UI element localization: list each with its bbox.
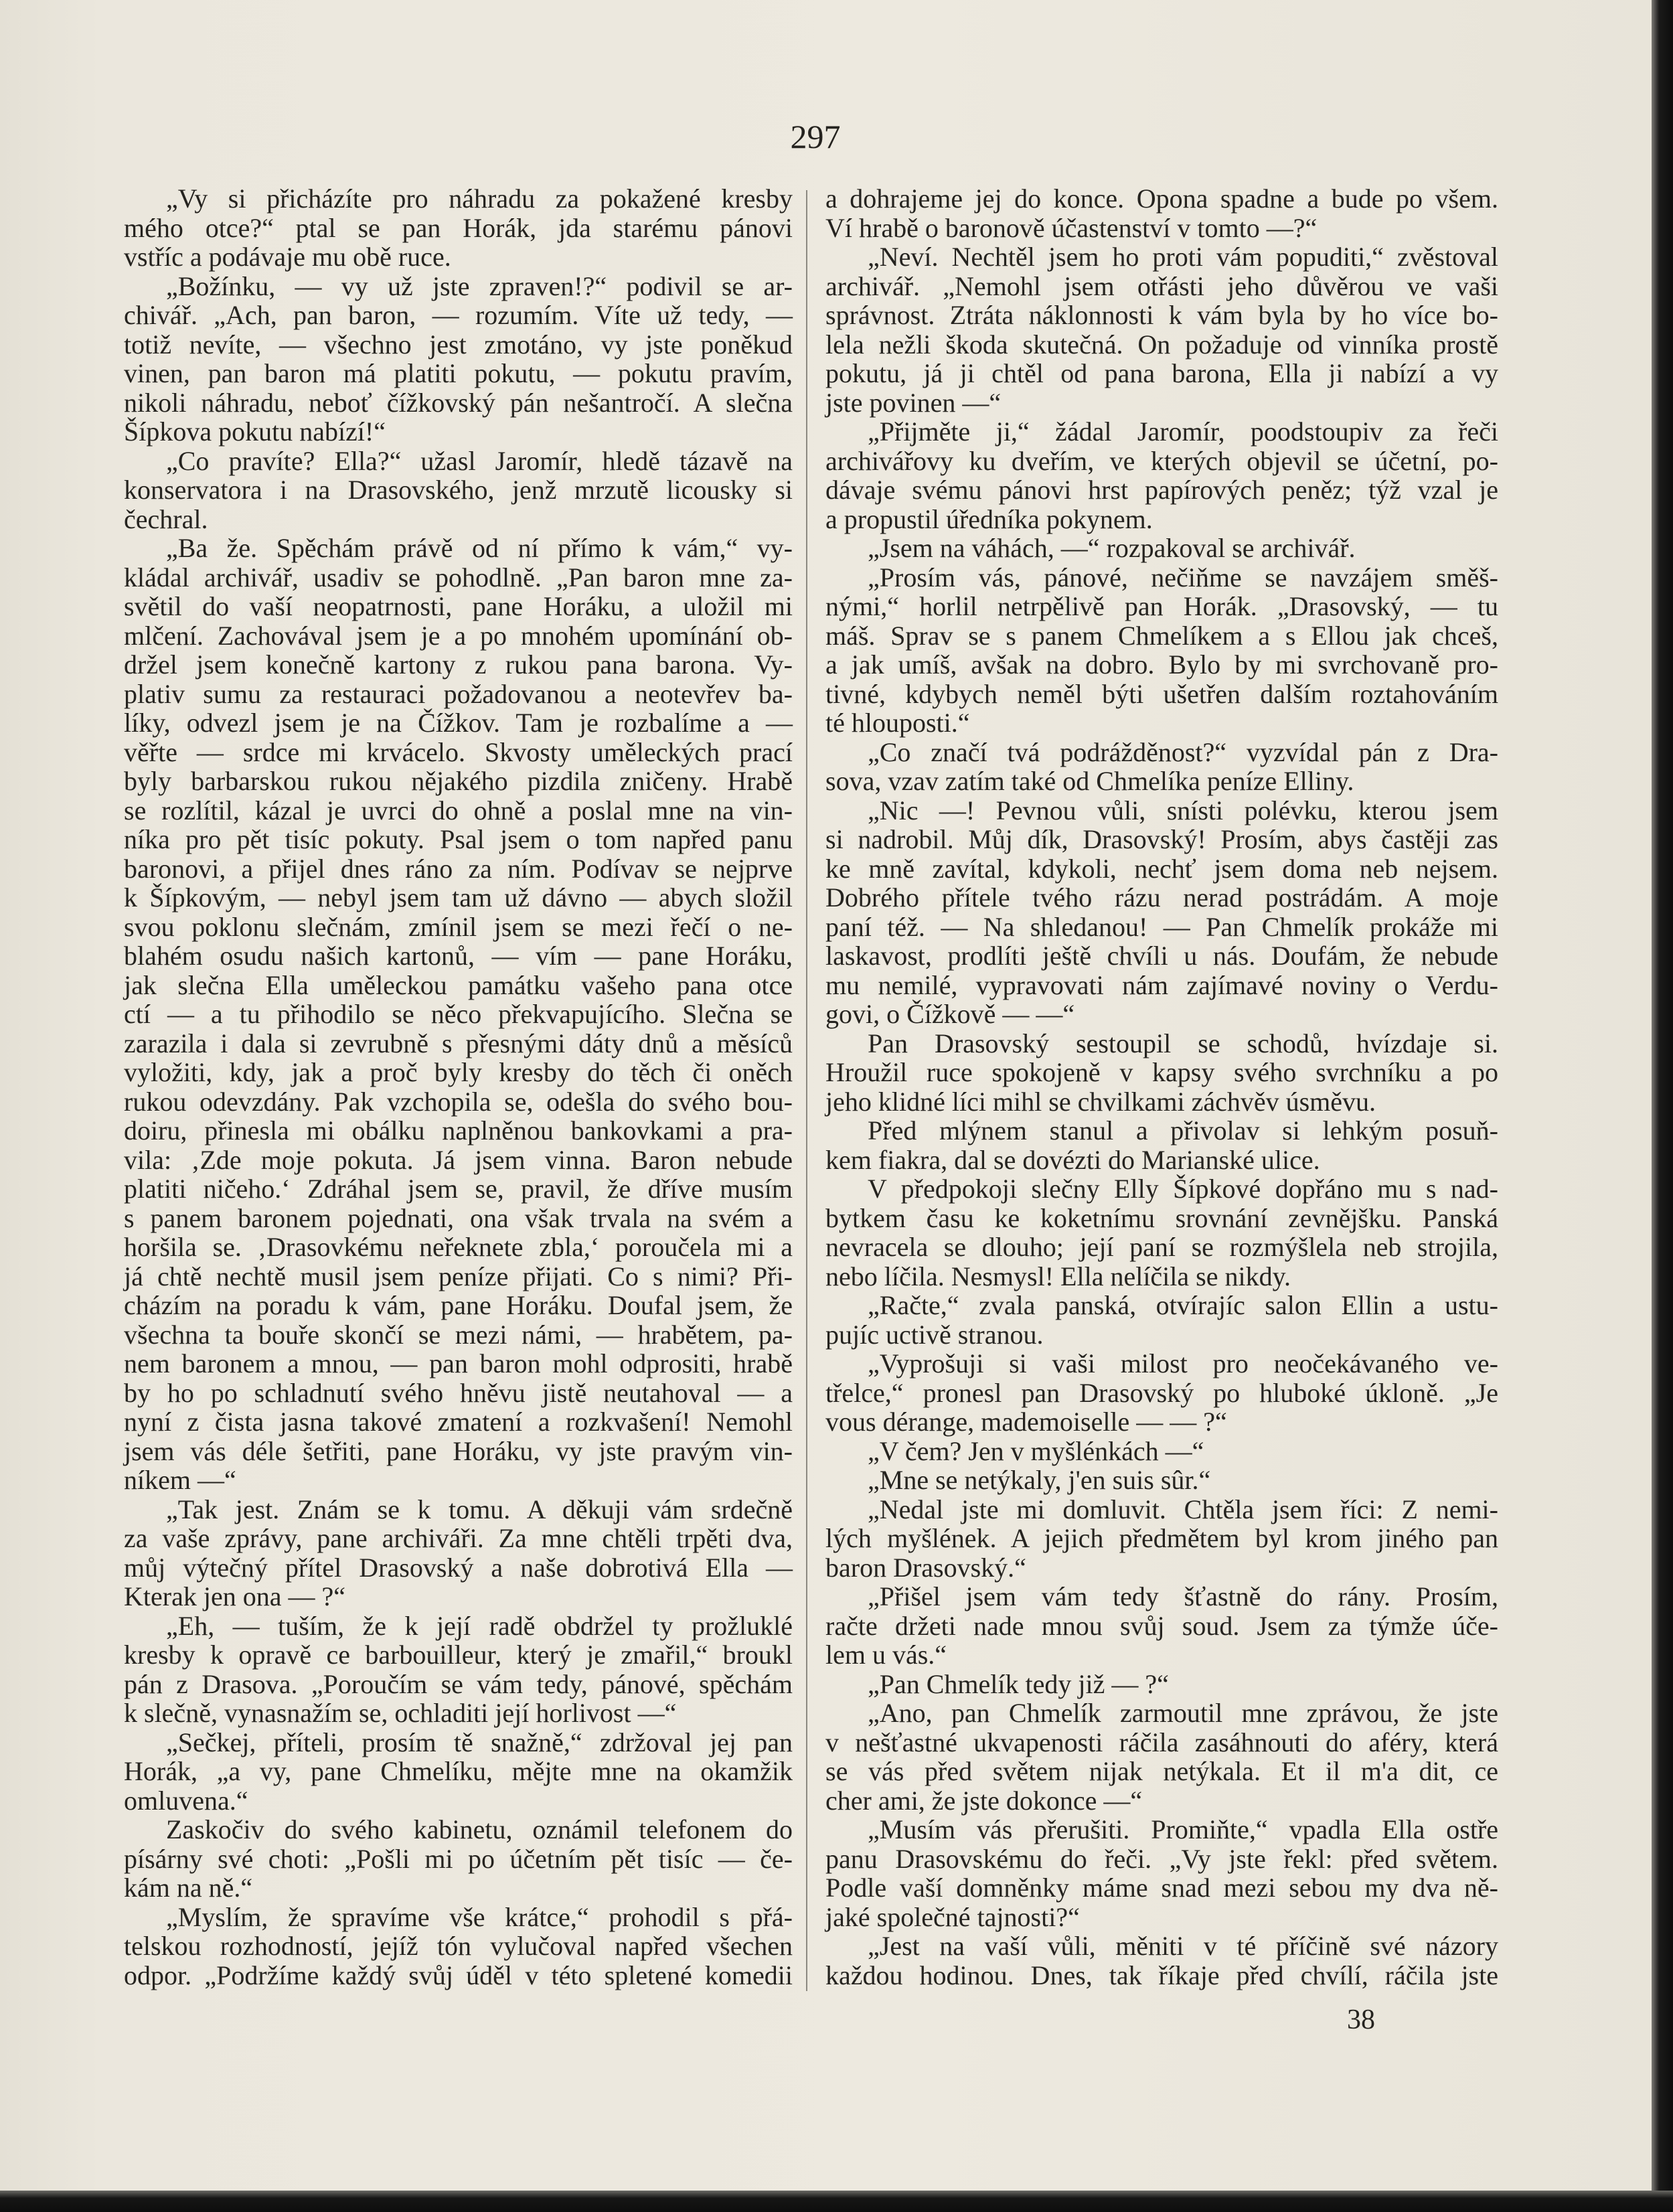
paragraph	[124, 184, 793, 272]
text-line: vous dérange, mademoiselle — — ?“	[825, 1407, 1227, 1437]
text-line: „Přišel jsem vám tedy šťastně do rány. Prosím,	[868, 1581, 1498, 1611]
text-line: v nešťastné ukvapenosti ráčila zasáhnouti do aféry, která	[825, 1727, 1498, 1757]
text-line: já chtě nechtě musil jsem peníze přijati. Co s nimi? Při-	[124, 1261, 793, 1291]
text-line: laskavost, prodlíti ještě chvíli u nás. Doufám, že nebude	[825, 941, 1498, 971]
text-line: Šípkova pokutu nabízí!“	[124, 416, 386, 447]
text-line: „Mne se netýkaly, j'en suis sûr.“	[868, 1465, 1211, 1495]
text-line: „Vy si přicházíte pro náhradu za pokažené kresby	[166, 183, 793, 214]
text-line: a propustil úředníka pokynem.	[825, 503, 1153, 534]
text-line: lem u vás.“	[825, 1640, 947, 1670]
paragraph	[124, 1495, 793, 1611]
text-line: nyní z čista jasna takové zmatení a rozkvašení! Nemohl	[124, 1407, 793, 1437]
scan-edge-bottom	[0, 2191, 1673, 2212]
text-line: račte držeti nade mnou svůj soud. Jsem za týmže úče-	[825, 1610, 1498, 1641]
text-line: jsem vás déle šetřiti, pane Horáku, vy jste pravým vin-	[124, 1435, 793, 1466]
text-line: horšila se. ‚Drasovkému neřeknete zbla,‘ poroučela mi a	[124, 1232, 793, 1262]
text-line: se rozlítil, kázal je uvrci do ohně a poslal mne na vin-	[124, 795, 793, 825]
text-line: blahém osudu našich kartonů, — vím — pane Horáku,	[124, 941, 793, 971]
text-line: pujíc uctivě stranou.	[825, 1319, 1044, 1350]
text-line: ke mně zavítal, kdykoli, nechť jsem doma neb nejsem.	[825, 853, 1498, 884]
text-line: „Nic —! Pevnou vůli, snísti polévku, kterou jsem	[868, 795, 1498, 825]
text-line: panu Drasovskému do řeči. „Vy jste řekl: před světem.	[825, 1843, 1498, 1874]
text-line: věřte — srdce mi krvácelo. Skvosty uměleckých prací	[124, 736, 793, 767]
text-line: chivář. „Ach, pan baron, — rozumím. Víte už tedy, —	[124, 300, 793, 330]
text-line: totiž nevíte, — všechno jest zmotáno, vy jste poněkud	[124, 329, 793, 360]
text-line: „Ba že. Spěchám právě od ní přímo k vám,“ vy-	[166, 533, 793, 563]
text-line: telskou rozhodností, jejíž tón vylučoval napřed všechen	[124, 1931, 793, 1961]
text-line: k slečně, vynasnažím se, ochladiti její horlivost —“	[124, 1698, 677, 1728]
text-line: „Přijměte ji,“ žádal Jaromír, poodstoupiv za řeči	[868, 416, 1498, 447]
text-line: pokutu, já ji chtěl od pana barona, Ella ji nabízí a vy	[825, 358, 1498, 388]
text-line: Zaskočiv do svého kabinetu, oznámil telefonem do	[166, 1814, 793, 1844]
text-line: Podle vaší domněnky máme snad mezi sebou my dva ně-	[825, 1873, 1498, 1903]
text-line: „Tak jest. Znám se k tomu. A děkuji vám srdečně	[166, 1494, 793, 1524]
text-line: doiru, přinesla mi obálku naplněnou bankovkami a pra-	[124, 1115, 793, 1146]
paragraph	[825, 1670, 1498, 1699]
text-line: mého otce?“ ptal se pan Horák, jda starému pánovi	[124, 212, 793, 243]
paragraph	[124, 1815, 793, 1903]
text-line: by ho po schladnutí svého hněvu jistě neutahoval — a	[124, 1377, 793, 1408]
text-line: nebo líčila. Nesmysl! Ella nelíčila se nikdy.	[825, 1261, 1291, 1291]
text-line: „Vyprošuji si vaši milost pro neočekávaného ve-	[868, 1348, 1498, 1378]
left-text-column	[124, 184, 793, 1990]
paragraph	[825, 738, 1498, 796]
text-line: kresby k opravě ce barbouilleur, který je zmařil,“ broukl	[124, 1640, 793, 1670]
text-line: „Co značí tvá podrážděnost?“ vyzvídal pán z Dra-	[868, 736, 1498, 767]
text-line: Dobrého přítele tvého rázu nerad postrádám. A moje	[825, 882, 1498, 913]
text-line: sova, vzav zatím také od Chmelíka peníze Elliny.	[825, 766, 1354, 796]
text-line: světil do vaší neopatrnosti, pane Horáku, a uložil mi	[124, 591, 793, 621]
text-line: pán z Drasova. „Poroučím se vám tedy, pánové, spěchám	[124, 1668, 793, 1699]
text-line: kládal archivář, usadiv se pohodlně. „Pan baron mne za-	[124, 562, 793, 592]
text-line: a dohrajeme jej do konce. Opona spadne a bude po všem.	[825, 183, 1498, 214]
paragraph	[825, 1291, 1498, 1349]
text-line: vyložiti, kdy, jak a proč byly kresby do těch či oněch	[124, 1057, 793, 1087]
text-line: za vaše zprávy, pane archiváři. Za mne chtěli trpěti dva,	[124, 1523, 793, 1553]
text-line: všechna ta bouře skončí se mezi námi, — hrabětem, pa-	[124, 1319, 793, 1350]
text-line: k Šípkovým, — nebyl jsem tam už dávno — abych složil	[124, 882, 793, 913]
text-line: „Jsem na váhách, —“ rozpakoval se archivář.	[868, 533, 1356, 563]
text-line: kem fiakra, dal se dovézti do Marianské ulice.	[825, 1144, 1320, 1175]
text-line: jste povinen —“	[825, 387, 1002, 418]
text-line: „Pan Chmelík tedy již — ?“	[868, 1668, 1169, 1699]
text-line: vinen, pan baron má platiti pokutu, — pokutu pravím,	[124, 358, 793, 388]
paragraph	[825, 184, 1498, 242]
text-line: písárny své choti: „Pošli mi po účetním pět tisíc — če-	[124, 1843, 793, 1874]
paragraph	[825, 563, 1498, 738]
text-line: „Božínku, — vy už jste zpraven!?“ podivil se ar-	[166, 270, 793, 301]
text-line: té hlouposti.“	[825, 708, 970, 738]
text-line: s panem baronem pojednati, ona však trvala na svém a	[124, 1202, 793, 1233]
text-line: plativ sumu za restauraci požadovanou a neotevřev ba-	[124, 678, 793, 709]
text-line: bytkem času ke koketnímu srovnání zevnějšku. Panská	[825, 1202, 1498, 1233]
paragraph	[825, 1029, 1498, 1117]
text-line: „Sečkej, příteli, prosím tě snažně,“ zdržoval jej pan	[166, 1727, 793, 1757]
paragraph	[825, 796, 1498, 1029]
text-line: zarazila i dala si zevrubně s přesnými dáty dnů a měsíců	[124, 1028, 793, 1058]
page-number: 297	[790, 118, 841, 155]
text-line: máš. Sprav se s panem Chmelíkem a s Ellou jak chceš,	[825, 620, 1498, 651]
paragraph	[825, 1698, 1498, 1815]
text-line: „Neví. Nechtěl jsem ho proti vám popuditi,“ zvěstoval	[868, 242, 1498, 272]
text-line: níka pro pět tisíc pokuty. Psal jsem o tom napřed panu	[124, 824, 793, 854]
paragraph	[124, 1903, 793, 1990]
text-line: „Prosím vás, pánové, nečiňme se navzájem směš-	[868, 562, 1498, 592]
text-line: kám na ně.“	[124, 1873, 253, 1903]
text-line: vila: ‚Zde moje pokuta. Já jsem vinna. Baron nebude	[124, 1144, 793, 1175]
text-line: archivář. „Nemohl jsem otřásti jeho důvěrou ve vaši	[825, 270, 1498, 301]
paragraph	[825, 1582, 1498, 1670]
text-line: „Nedal jste mi domluvit. Chtěla jsem říci: Z nemi-	[868, 1494, 1498, 1524]
text-line: „Co pravíte? Ella?“ užasl Jaromír, hledě tázavě na	[166, 445, 793, 476]
text-line: třelce,“ pronesl pan Drasovský po hluboké úkloně. „Je	[825, 1377, 1498, 1408]
text-line: a jak umíš, avšak na dobro. Bylo by mi svrchovaně pro-	[825, 649, 1498, 680]
text-line: platiti ničeho.‘ Zdráhal jsem se, pravil, že dříve musím	[124, 1174, 793, 1204]
text-line: baron Drasovský.“	[825, 1552, 1026, 1583]
text-line: Ví hrabě o baronově účastenství v tomto —?“	[825, 212, 1318, 243]
text-line: tivné, kdybych neměl býti ušetřen dalším roztahováním	[825, 678, 1498, 709]
text-line: omluvena.“	[124, 1785, 248, 1816]
text-line: Pan Drasovský sestoupil se schodů, hvízdaje si.	[868, 1028, 1498, 1058]
paragraph	[825, 1437, 1498, 1466]
text-line: nevracela se dlouho; její paní se rozmýšlela neb strojila,	[825, 1232, 1498, 1262]
text-line: Horák, „a vy, pane Chmelíku, mějte mne na okamžik	[124, 1756, 793, 1786]
text-line: čechral.	[124, 503, 208, 534]
text-line: „Ano, pan Chmelík zarmoutil mne zprávou, že jste	[868, 1698, 1498, 1728]
paragraph	[825, 1174, 1498, 1291]
text-line: držel jsem konečně kartony z rukou pana barona. Vy-	[124, 649, 793, 680]
text-line: lých myšlének. A jejich předmětem byl krom jiného pan	[825, 1523, 1498, 1553]
text-line: govi, o Čížkově — —“	[825, 999, 1075, 1029]
text-line: vstříc a podávaje mu obě ruce.	[124, 242, 451, 272]
text-line: Kterak jen ona — ?“	[124, 1581, 345, 1611]
paragraph	[825, 242, 1498, 417]
text-line: níkem —“	[124, 1465, 236, 1495]
paragraph	[825, 1116, 1498, 1174]
text-line: „V čem? Jen v myšlénkách —“	[868, 1435, 1204, 1466]
text-line: jak slečna Ella uměleckou památku vašeho pana otce	[124, 969, 793, 1000]
paragraph	[124, 272, 793, 447]
text-line: každou hodinou. Dnes, tak říkaje před chvílí, ráčila jste	[825, 1960, 1498, 1990]
text-line: si nadrobil. Můj dík, Drasovský! Prosím, abys častěji zas	[825, 824, 1498, 854]
text-line: mu nemilé, vypravovati nám zajímavé noviny o Verdu-	[825, 969, 1498, 1000]
text-line: líky, odvezl jsem je na Čížkov. Tam je rozbalíme a —	[124, 708, 793, 738]
text-line: „Musím vás přerušiti. Promiňte,“ vpadla Ella ostře	[868, 1814, 1498, 1844]
text-line: V předpokoji slečny Elly Šípkové dopřáno mu s nad-	[868, 1174, 1498, 1204]
paragraph	[825, 1349, 1498, 1437]
text-line: Před mlýnem stanul a přivolav si lehkým posuň-	[868, 1115, 1498, 1146]
column-divider	[806, 190, 807, 1991]
paragraph	[825, 1931, 1498, 1990]
paragraph	[825, 417, 1498, 534]
paragraph	[825, 1495, 1498, 1583]
text-line: cher ami, že jste dokonce —“	[825, 1785, 1143, 1816]
text-line: Hroužil ruce spokojeně v kapsy svého svrchníku a po	[825, 1057, 1498, 1087]
signature-mark: 38	[1347, 2004, 1375, 2035]
text-line: správnost. Ztráta náklonnosti k vám byla by ho více bo-	[825, 300, 1498, 330]
text-line: ctí — a tu přihodilo se něco překvapujícího. Slečna se	[124, 999, 793, 1029]
paragraph	[825, 534, 1498, 563]
text-line: jeho klidné líci mihl se chvilkami záchvěv úsměvu.	[825, 1086, 1376, 1117]
text-line: „Eh, — tuším, že k její radě obdržel ty prožluklé	[166, 1610, 793, 1641]
text-line: „Račte,“ zvala panská, otvírajíc salon Ellin a ustu-	[868, 1290, 1498, 1320]
text-line: dávaje svému pánovi hrst papírových peněz; týž vzal je	[825, 475, 1498, 505]
text-line: nými,“ horlil netrpělivě pan Horák. „Drasovský, — tu	[825, 591, 1498, 621]
paragraph	[124, 1728, 793, 1816]
text-line: nem baronem a mnou, — pan baron mohl odprositi, hrabě	[124, 1348, 793, 1378]
text-line: „Myslím, že spravíme vše krátce,“ prohodil s přá-	[166, 1901, 793, 1932]
text-line: rukou odevzdány. Pak vzchopila se, odešla do svého bou-	[124, 1086, 793, 1117]
text-line: odpor. „Podržíme každý svůj úděl v této spletené komedii	[124, 1960, 793, 1990]
text-line: cházím na poradu k vám, pane Horáku. Doufal jsem, že	[124, 1290, 793, 1320]
text-line: konservatora i na Drasovského, jenž mrzutě licousky si	[124, 475, 793, 505]
text-line: nikoli náhradu, neboť čížkovský pán nešantročí. A slečna	[124, 387, 793, 418]
paragraph	[124, 534, 793, 1495]
scan-edge-right	[1652, 0, 1673, 2212]
text-line: svou poklonu slečnám, zmínil jsem se mezi řečí o ne-	[124, 911, 793, 942]
text-line: jaké společné tajnosti?“	[825, 1901, 1080, 1932]
text-line: byly barbarskou rukou nějakého pizdila zničeny. Hrabě	[124, 766, 793, 796]
text-line: baronovi, a přijel dnes ráno za ním. Podívav se nejprve	[124, 853, 793, 884]
text-line: paní též. — Na shledanou! — Pan Chmelík prokáže mi	[825, 911, 1498, 942]
text-line: se vás před světem nijak netýkala. Et il m'a dit, ce	[825, 1756, 1498, 1786]
text-line: lela nežli škoda skutečná. On požaduje od vinníka prostě	[825, 329, 1498, 360]
paragraph	[124, 1611, 793, 1728]
text-line: „Jest na vaší vůli, měniti v té příčině své názory	[868, 1931, 1498, 1961]
paragraph	[124, 447, 793, 534]
right-text-column	[825, 184, 1498, 1990]
paragraph	[825, 1466, 1498, 1495]
paragraph	[825, 1815, 1498, 1931]
text-line: můj výtečný přítel Drasovský a naše dobrotivá Ella —	[124, 1552, 793, 1583]
text-line: mlčení. Zachovával jsem je a po mnohém upomínání ob-	[124, 620, 793, 651]
text-line: archivářovy ku dveřím, ve kterých objevil se účetní, po-	[825, 445, 1498, 476]
